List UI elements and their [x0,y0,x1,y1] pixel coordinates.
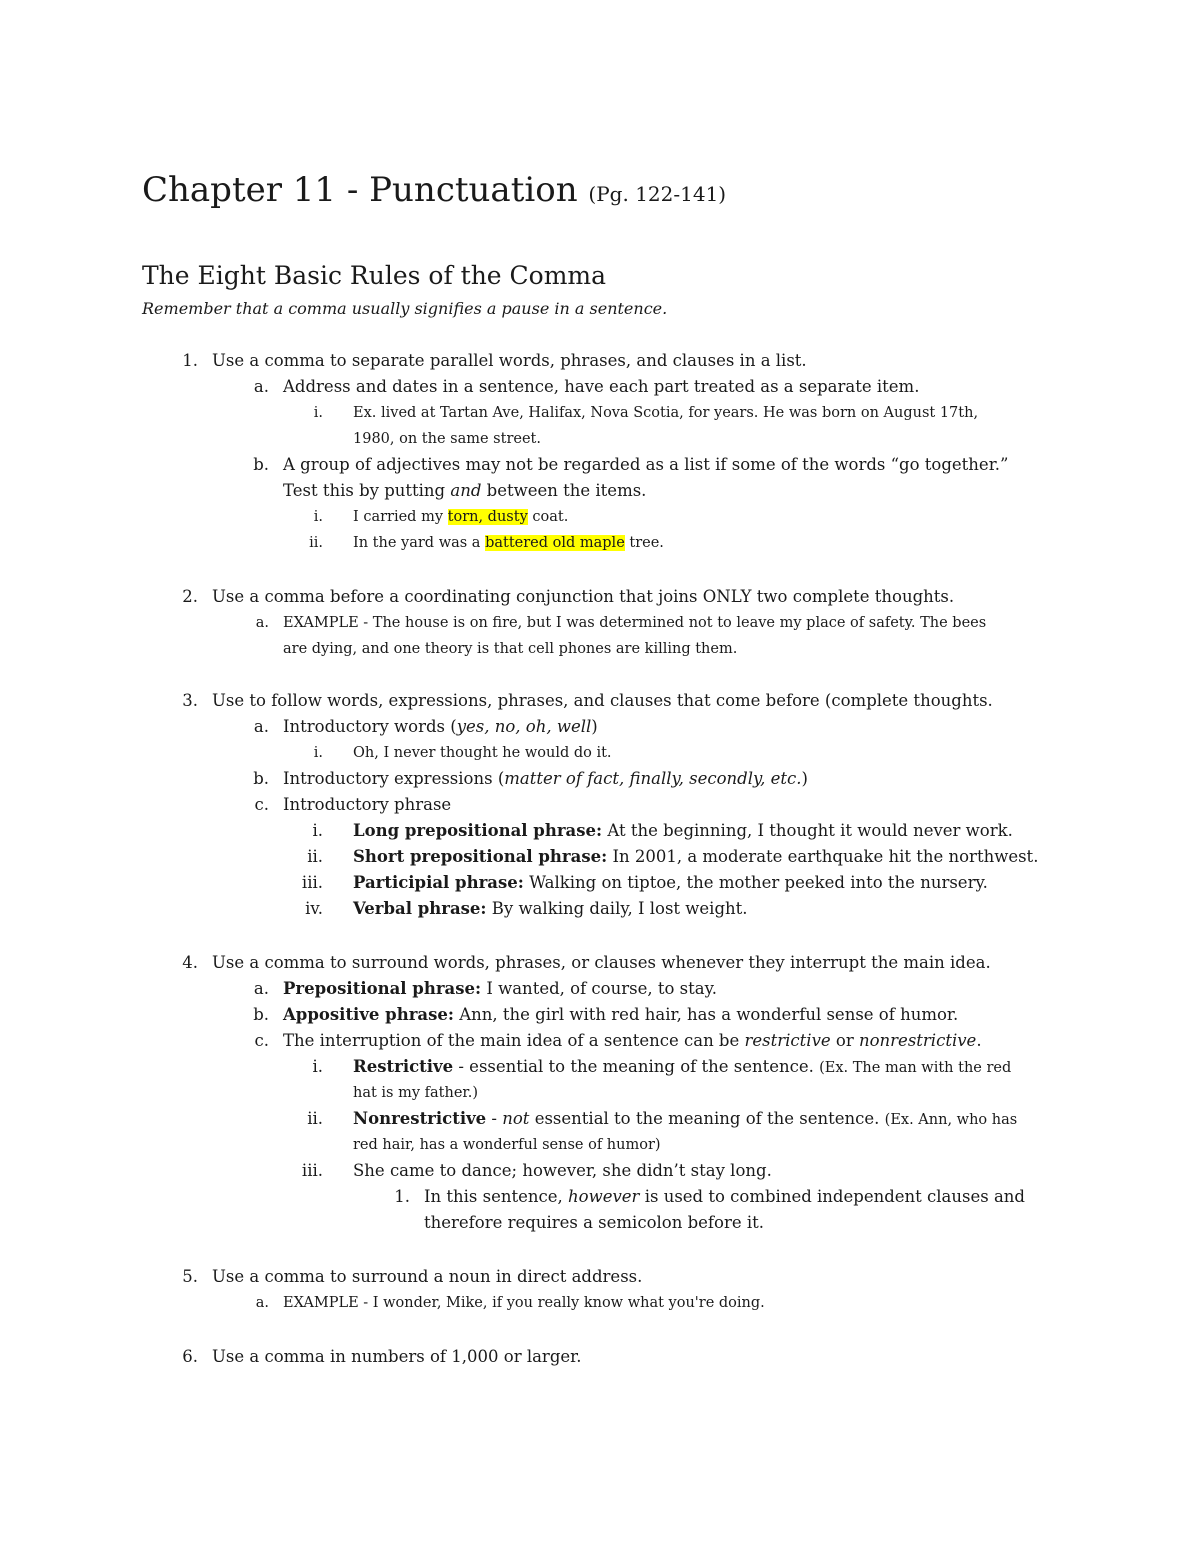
highlighted-phrase: torn, dusty [447,509,528,525]
rule-3-c-iv-text [353,896,748,922]
rule-1-b-line2 [283,478,646,504]
rule-3-a [253,714,598,740]
list-marker: i. [313,745,323,761]
list-marker: 3. [182,691,198,710]
term-example: (Ex. The man with the red [819,1060,1012,1076]
rule-5-text: Use a comma to surround a noun in direct address. [212,1267,643,1286]
rule-4-c-i-text [353,1054,1011,1081]
list-marker: 5. [182,1267,198,1286]
text-post: ) [591,717,598,736]
rule-1-a-i-cont [353,426,541,452]
rule-4-c-iii [301,1158,772,1184]
rule-3-c-ii-text [353,844,1038,870]
rule-5-a-text: EXAMPLE - I wonder, Mike, if you really know what you're doing. [283,1295,765,1311]
example-post: coat. [527,509,569,525]
example-post: tree. [624,535,664,551]
rule-1-a-i-line2: 1980, on the same street. [353,431,541,447]
rule-4-c-iii-1-line2: therefore requires a semicolon before it. [424,1213,765,1232]
rule-1-a-i-line1: Ex. lived at Tartan Ave, Halifax, Nova Scotia, for years. He was born on August 17th, [353,405,979,421]
highlighted-phrase: battered old maple [485,535,625,551]
list-marker: b. [253,769,269,788]
text-em: however [568,1187,640,1206]
rule-1-b-line2-pre: Test this by putting [283,481,451,500]
text-pre: - [486,1109,503,1128]
example-pre: In the yard was a [353,535,486,551]
text-pre: Introductory words ( [283,717,457,736]
term-bold: Short prepositional phrase: [353,847,608,866]
rule-4-c-iii-text: She came to dance; however, she didn’t stay long. [353,1161,772,1180]
rule-3-c-i [312,818,1013,844]
rule-4-c-i [312,1054,1012,1081]
list-marker: c. [254,795,269,814]
rule-1-b-i-text [353,504,568,530]
rule-4-c-iii-1-cont [424,1210,764,1236]
text-em: not [502,1109,530,1128]
text-pre: The interruption of the main idea of a sentence can be [283,1031,745,1050]
rule-3 [182,688,993,714]
list-marker: 1. [182,351,198,370]
text-pre: Introductory expressions ( [283,769,505,788]
rule-6 [182,1344,582,1370]
rule-4-text: Use a comma to surround words, phrases, or clauses whenever they interrupt the main idea. [212,953,991,972]
rule-3-c-text: Introductory phrase [283,795,452,814]
rule-1-b-cont [283,478,646,504]
term-example: I wanted, of course, to stay. [481,979,717,998]
rule-1-b-ii-text [353,530,664,556]
rule-3-text: Use to follow words, expressions, phrases, and clauses that come before (complete thoughts. [212,691,993,710]
rule-4-a-text [283,976,717,1002]
rule-3-c-ii [307,844,1039,870]
list-marker: a. [253,377,269,396]
rule-3-c-iii [301,870,988,896]
term-example: Walking on tiptoe, the mother peeked into the nursery. [523,873,988,892]
rule-4-c-ii-line2: red hair, has a wonderful sense of humor) [353,1137,661,1153]
list-marker: b. [253,455,269,474]
rule-5 [182,1264,643,1290]
rule-5-a [255,1290,765,1316]
rule-3-a-i [313,740,612,766]
chapter-title-text: Chapter 11 - Punctuation [142,170,578,210]
list-marker: a. [253,979,269,998]
rule-1-b-line2-em: and [450,481,482,500]
chapter-pages: (Pg. 122-141) [588,182,727,206]
rule-2-a-line1: EXAMPLE - The house is on fire, but I was determined not to leave my place of safety. The bees [283,615,987,631]
rule-1-b [253,452,1009,478]
list-marker: ii. [307,847,323,866]
term-example: At the beginning, I thought it would never work. [602,821,1013,840]
example-pre: I carried my [353,509,448,525]
rule-1-b-i [313,504,569,530]
list-marker: ii. [307,1109,323,1128]
term-example: By walking daily, I lost weight. [486,899,748,918]
list-marker: a. [255,1295,269,1311]
term-definition: essential to the meaning of the sentence. [529,1109,885,1128]
list-marker: 2. [182,587,198,606]
rule-4 [182,950,991,976]
rule-4-a [253,976,717,1002]
list-marker: c. [254,1031,269,1050]
chapter-title [142,166,726,218]
rule-4-c [254,1028,982,1054]
list-marker: a. [253,717,269,736]
text-pre: In this sentence, [424,1187,569,1206]
term-example: (Ex. Ann, who has [884,1112,1018,1128]
rule-4-c-ii-text [353,1106,1017,1133]
rule-3-a-text [283,714,598,740]
text-post: . [976,1031,982,1050]
text-em: restrictive [744,1031,831,1050]
list-marker: a. [255,615,269,631]
rule-1-b-line1: A group of adjectives may not be regarded as a list if some of the words “go together.” [283,455,1009,474]
rule-4-c-i-line2: hat is my father.) [353,1085,479,1101]
rule-2-a-line2: are dying, and one theory is that cell phones are killing them. [283,641,738,657]
term-example: Ann, the girl with red hair, has a wonderful sense of humor. [453,1005,959,1024]
term-bold: Participial phrase: [353,873,524,892]
rule-3-b-text [283,766,808,792]
rule-4-c-i-cont [353,1080,478,1106]
text-post: ) [801,769,808,788]
section-title: The Eight Basic Rules of the Comma [142,261,607,290]
list-marker: i. [312,821,323,840]
rule-2-a-cont [283,636,737,662]
text-mid: or [830,1031,859,1050]
term-bold: Restrictive [353,1057,454,1076]
term-example: In 2001, a moderate earthquake hit the northwest. [607,847,1039,866]
rule-3-c-i-text [353,818,1013,844]
term-bold: Nonrestrictive [353,1109,487,1128]
rule-3-a-i-text: Oh, I never thought he would do it. [353,745,612,761]
term-definition: - essential to the meaning of the sentence. [453,1057,820,1076]
section-subtitle: Remember that a comma usually signifies a pause in a sentence. [142,299,668,318]
list-marker: iv. [305,899,323,918]
rule-3-c-iv [305,896,748,922]
term-bold: Prepositional phrase: [283,979,482,998]
rule-1-a [253,374,920,400]
list-marker: iii. [301,1161,323,1180]
text-post: is used to combined independent clauses and [639,1187,1025,1206]
rule-2-a [255,610,987,636]
term-bold: Long prepositional phrase: [353,821,603,840]
rule-2-text: Use a comma before a coordinating conjunction that joins ONLY two complete thoughts. [212,587,955,606]
text-em: yes, no, oh, well [456,717,592,736]
rule-1-b-line2-post: between the items. [481,481,647,500]
rule-3-c-iii-text [353,870,988,896]
rule-1-a-text: Address and dates in a sentence, have each part treated as a separate item. [283,377,920,396]
term-bold: Appositive phrase: [283,1005,454,1024]
rule-6-text: Use a comma in numbers of 1,000 or larger. [212,1347,582,1366]
rule-3-b [253,766,808,792]
rule-3-c [254,792,452,818]
rule-1 [182,348,807,374]
list-marker: 1. [394,1187,410,1206]
list-marker: i. [313,509,323,525]
term-bold: Verbal phrase: [353,899,487,918]
rule-2 [182,584,955,610]
list-marker: b. [253,1005,269,1024]
list-marker: ii. [309,535,323,551]
list-marker: i. [313,405,323,421]
rule-4-c-iii-1 [394,1184,1025,1210]
list-marker: iii. [301,873,323,892]
list-marker: i. [312,1057,323,1076]
rule-4-c-iii-1-text [424,1184,1025,1210]
rule-1-a-i [313,400,979,426]
rule-4-c-ii-cont [353,1132,661,1158]
rule-1-text: Use a comma to separate parallel words, phrases, and clauses in a list. [212,351,807,370]
rule-4-c-text [283,1028,982,1054]
rule-1-b-ii [309,530,664,556]
list-marker: 6. [182,1347,198,1366]
text-em: nonrestrictive [858,1031,977,1050]
rule-4-c-ii [307,1106,1018,1133]
list-marker: 4. [182,953,198,972]
rule-4-b-text [283,1002,958,1028]
text-em: matter of fact, finally, secondly, etc. [504,769,802,788]
rule-4-b [253,1002,959,1028]
